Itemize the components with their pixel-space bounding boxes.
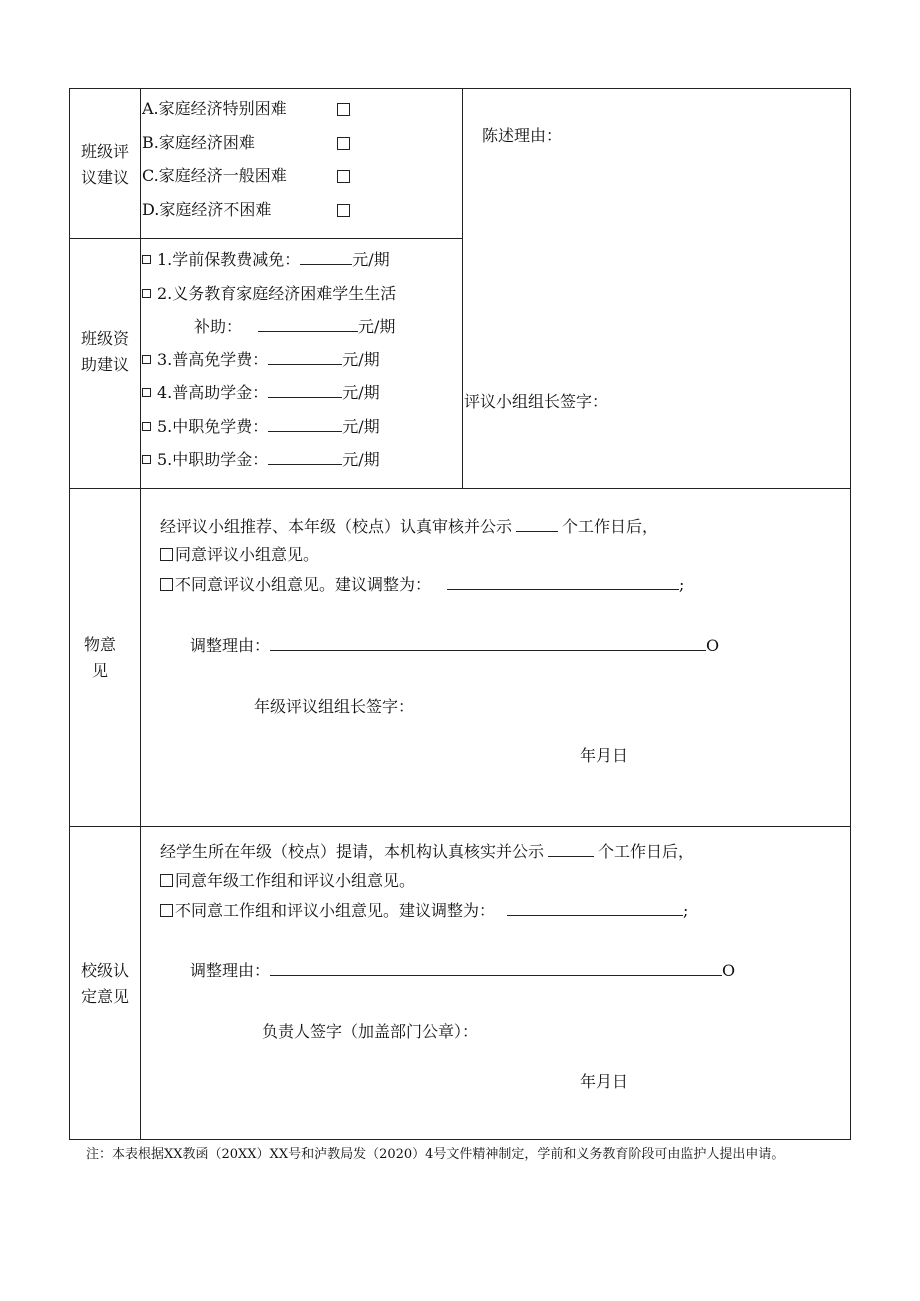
table-top-border [69,88,851,89]
aid-item-1-checkbox[interactable] [142,255,151,264]
school-days-blank[interactable] [548,842,594,857]
school-signature: 负责人签字（加盖部门公章）： [262,1022,479,1041]
option-a [142,99,287,119]
school-date: 年月日 [580,1072,629,1091]
aid-item-6-checkbox[interactable] [142,455,151,464]
option-c [142,166,287,186]
class-review-label: 班级评议建议 [80,142,129,187]
option-b-checkbox[interactable] [337,137,350,150]
option-d-checkbox[interactable] [337,204,350,217]
aid-item-6-blank[interactable] [268,450,342,465]
option-a-text: A.家庭经济特别困难 [142,99,287,118]
grade-reason: 调整理由： O [190,636,720,655]
aid-item-4-blank[interactable] [268,383,342,398]
aid-item-3-blank[interactable] [268,350,342,365]
aid-item-5: 5.中职免学费： 元/期 [142,417,380,437]
grade-disagree: 不同意评议小组意见。建议调整为： ; [160,575,684,595]
aid-item-4-checkbox[interactable] [142,388,151,397]
table-label-divider [140,88,141,1140]
aid-item-5-checkbox[interactable] [142,422,151,431]
grade-agree: 同意评议小组意见。 [160,545,319,565]
aid-item-5-blank[interactable] [268,417,342,432]
table-divider-3 [69,826,851,827]
leader-signature-label: 评议小组组长签字： [464,392,609,411]
statement-label: 陈述理由： [482,126,563,145]
aid-item-1: 1.学前保教费减免： 元/期 [142,250,390,270]
grade-reason-blank[interactable] [270,636,706,651]
school-disagree-checkbox[interactable] [160,904,173,917]
option-c-checkbox[interactable] [337,170,350,183]
aid-item-2-blank[interactable] [258,317,358,332]
grade-agree-checkbox[interactable] [160,548,173,561]
table-mid-divider [462,88,463,488]
table-left-border [69,88,70,1140]
school-agree-checkbox[interactable] [160,874,173,887]
aid-item-3-checkbox[interactable] [142,355,151,364]
school-intro: 经学生所在年级（校点）提请，本机构认真核实并公示 个工作日后， [160,842,695,861]
grade-date: 年月日 [580,746,629,765]
school-reason: 调整理由： O [190,961,736,980]
option-a-checkbox[interactable] [337,103,350,116]
aid-item-3: 3.普高免学费： 元/期 [142,350,380,370]
table-right-border [850,88,851,1140]
table-bottom-border [69,1139,851,1140]
school-reason-blank[interactable] [270,961,722,976]
aid-item-4: 4.普高助学金： 元/期 [142,383,380,403]
aid-item-2: 2.义务教育家庭经济困难学生生活 [142,284,396,304]
option-d [142,200,271,220]
option-c-text: C.家庭经济一般困难 [142,166,287,185]
class-aid-label-text: 班级资助建议 [80,329,129,374]
grade-days-blank[interactable] [516,517,558,532]
option-b-text: B.家庭经济困难 [142,133,255,152]
school-adjust-blank[interactable] [507,901,683,916]
table-divider-1 [69,238,463,239]
aid-item-6: 5.中职助学金： 元/期 [142,450,380,470]
option-b [142,133,255,153]
aid-item-2-cont: 补助： 元/期 [194,317,396,336]
option-d-text: D.家庭经济不困难 [142,200,272,219]
class-aid-label [76,326,134,378]
school-agree: 同意年级工作组和评议小组意见。 [160,871,415,891]
aid-item-1-blank[interactable] [300,250,352,265]
school-opinion-label: 校级认定意见 [80,961,129,1006]
grade-disagree-checkbox[interactable] [160,578,173,591]
aid-item-2-checkbox[interactable] [142,289,151,298]
table-divider-2 [69,488,851,489]
grade-opinion-label: 物意见 [84,635,117,680]
school-disagree: 不同意工作组和评议小组意见。建议调整为： ; [160,901,688,921]
grade-adjust-blank[interactable] [447,575,679,590]
grade-intro: 经评议小组推荐、本年级（校点）认真审核并公示 个工作日后， [160,517,659,536]
footnote: 注：本表根据XX教函（20XX）XX号和泸教局发（2020）4号文件精神制定，学前和义务教育阶段可由监护人提出申请。 [86,1147,785,1162]
grade-signature: 年级评议组组长签字： [254,697,415,716]
